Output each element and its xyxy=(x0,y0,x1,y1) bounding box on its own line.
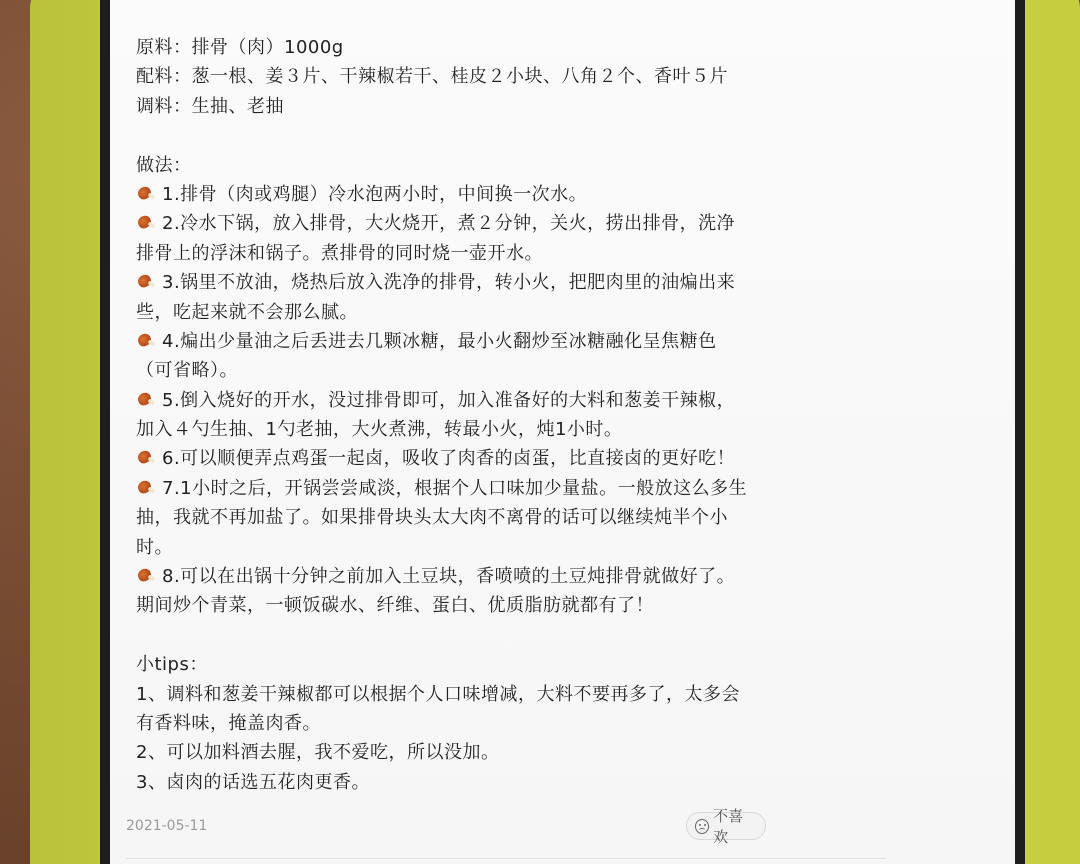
drumstick-icon xyxy=(136,567,156,584)
step-text: 3.锅里不放油，烧热后放入洗净的排骨，转小火，把肥肉里的油煸出来 xyxy=(162,272,736,294)
divider xyxy=(126,858,886,859)
step-line xyxy=(136,298,856,327)
step-text: 排骨上的浮沫和锅子。煮排骨的同时烧一壶开水。 xyxy=(136,242,543,264)
ingredients-side: 配料：葱一根、姜３片、干辣椒若干、桂皮２小块、八角２个、香叶５片 xyxy=(136,66,728,88)
method-steps xyxy=(136,180,856,621)
drumstick-icon xyxy=(136,185,156,202)
tip-line: 1、调料和葱姜干辣椒都可以根据个人口味增减，大料不要再多了，太多会 xyxy=(136,683,740,705)
step-text: 4.煸出少量油之后丢进去几颗冰糖，最小火翻炒至冰糖融化呈焦糖色 xyxy=(162,330,717,352)
step-text: 7.1小时之后，开锅尝尝咸淡，根据个人口味加少量盐。一般放这么多生 xyxy=(162,477,748,499)
drumstick-icon xyxy=(136,332,156,349)
drumstick-icon xyxy=(136,391,156,408)
step-text: 8.可以在出锅十分钟之前加入土豆块，香喷喷的土豆炖排骨就做好了。 xyxy=(162,566,736,588)
step-text: 些，吃起来就不会那么腻。 xyxy=(136,301,358,323)
drumstick-icon xyxy=(136,449,156,466)
ingredients-main: 原料：排骨（肉）1000g xyxy=(136,37,344,58)
step-text: 抽，我就不再加盐了。如果排骨块头太大肉不离骨的话可以继续炖半个小 xyxy=(136,507,728,529)
drumstick-icon xyxy=(136,214,156,231)
frown-face-icon xyxy=(695,819,709,834)
step-line xyxy=(136,386,856,415)
post-date: 2021-05-11 xyxy=(126,818,208,834)
seasoning: 调料：生抽、老抽 xyxy=(136,95,284,117)
step-line xyxy=(136,503,856,532)
dislike-button[interactable] xyxy=(686,807,766,846)
tips-list xyxy=(136,680,856,798)
step-line xyxy=(136,591,856,620)
spacer xyxy=(136,621,856,650)
tips-heading: 小tips： xyxy=(136,654,208,676)
method-heading: 做法： xyxy=(136,154,192,176)
recipe-content xyxy=(136,33,856,797)
step-text: 6.可以顺便弄点鸡蛋一起卤，吸收了肉香的卤蛋，比直接卤的更好吃！ xyxy=(162,448,736,470)
step-line xyxy=(136,327,856,356)
step-line xyxy=(136,415,856,444)
tip-line: 有香料味，掩盖肉香。 xyxy=(136,712,321,734)
step-line xyxy=(136,562,856,591)
step-line xyxy=(136,180,856,209)
dislike-label: 不喜欢 xyxy=(713,807,744,846)
step-text: 加入４勺生抽、1勺老抽，大火煮沸，转最小火，炖1小时。 xyxy=(136,419,623,441)
step-text: 2.冷水下锅，放入排骨，大火烧开，煮２分钟，关火，捞出排骨，洗净 xyxy=(162,213,736,235)
step-line xyxy=(136,239,856,268)
step-line xyxy=(136,356,856,385)
post-footer xyxy=(126,807,766,846)
drumstick-icon xyxy=(136,479,156,496)
step-text: 5.倒入烧好的开水，没过排骨即可，加入准备好的大料和葱姜干辣椒， xyxy=(162,389,736,411)
tip-line: 2、可以加料酒去腥，我不爱吃，所以没加。 xyxy=(136,742,500,764)
step-line xyxy=(136,268,856,297)
step-line xyxy=(136,209,856,238)
step-text: 1.排骨（肉或鸡腿）冷水泡两小时，中间换一次水。 xyxy=(162,183,588,205)
step-line xyxy=(136,444,856,473)
drumstick-icon xyxy=(136,273,156,290)
step-text: （可省略）。 xyxy=(136,360,238,382)
step-text: 期间炒个青菜，一顿饭碳水、纤维、蛋白、优质脂肪就都有了！ xyxy=(136,595,654,617)
step-line xyxy=(136,533,856,562)
step-text: 时。 xyxy=(136,536,173,558)
step-line xyxy=(136,474,856,503)
tip-line: 3、卤肉的话选五花肉更香。 xyxy=(136,771,370,793)
spacer xyxy=(136,121,856,150)
